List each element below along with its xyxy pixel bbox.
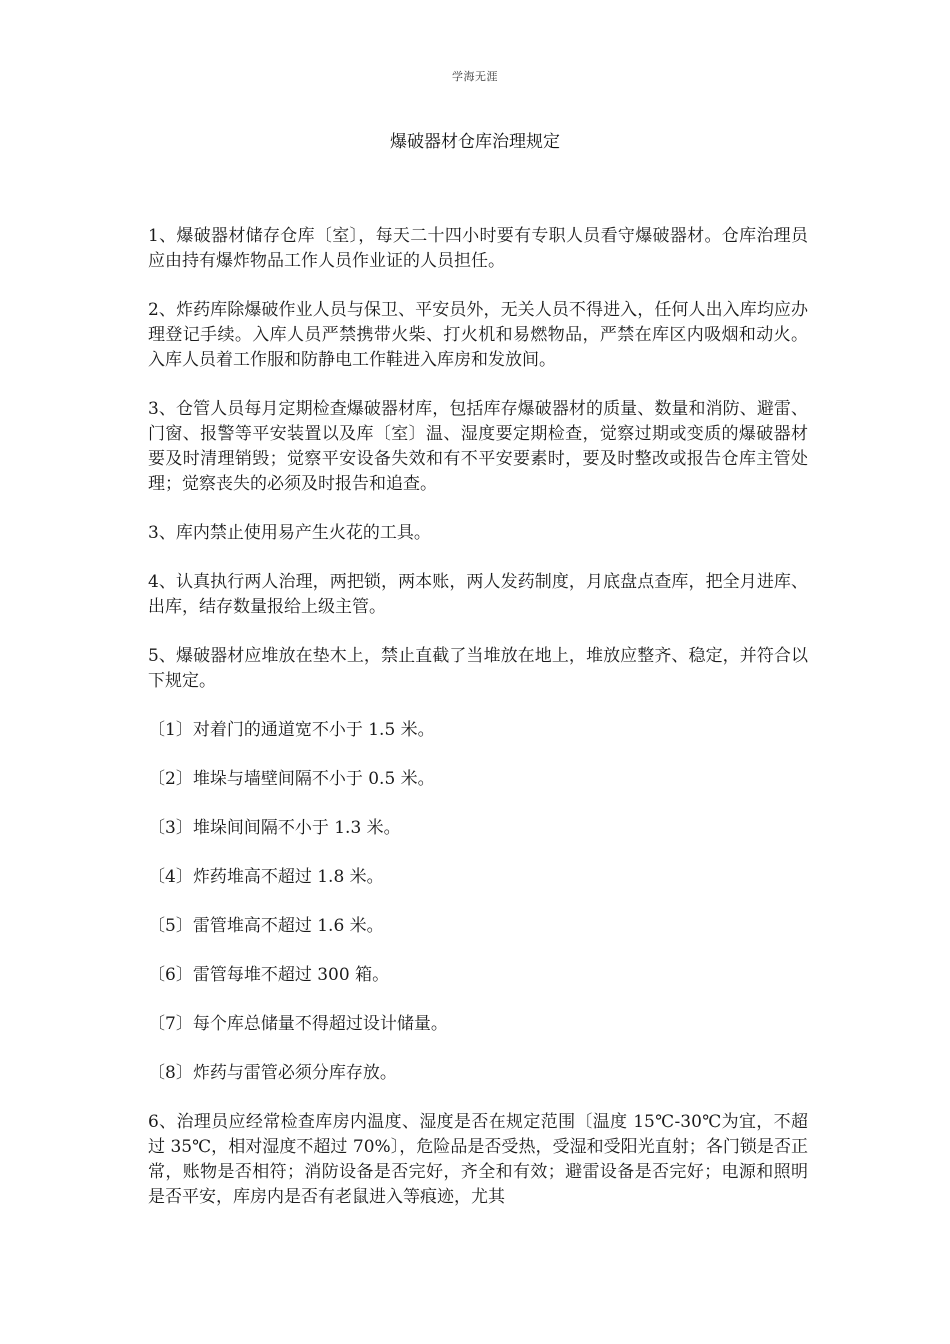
rule-item-7: 〔7〕每个库总储量不得超过设计储量。: [148, 1014, 448, 1034]
paragraph-3: 3、仓管人员每月定期检查爆破器材库，包括库存爆破器材的质量、数量和消防、避雷、门窗、报警等平安装置以及库〔室〕温、湿度要定期检查，觉察过期或变质的爆破器材要及时清理销毁；觉察平安设备失效和有不平安要素时，要及时整改或报告仓库主管处理；觉察丧失的必须及时报告和追查。: [148, 399, 808, 494]
document-title: 爆破器材仓库治理规定: [390, 132, 560, 152]
paragraph-5: 4、认真执行两人治理，两把锁，两本账，两人发药制度，月底盘点查库，把全月进库、出库，结存数量报给上级主管。: [148, 572, 808, 617]
rule-item-6: 〔6〕雷管每堆不超过 300 箱。: [148, 965, 390, 985]
page-header: 学海无涯: [452, 70, 498, 83]
paragraph-6: 5、爆破器材应堆放在垫木上，禁止直截了当堆放在地上，堆放应整齐、稳定，并符合以下规定。: [148, 646, 808, 691]
paragraph-4: 3、库内禁止使用易产生火花的工具。: [148, 523, 431, 543]
rule-item-8: 〔8〕炸药与雷管必须分库存放。: [148, 1063, 397, 1083]
rule-item-2: 〔2〕堆垛与墙壁间隔不小于 0.5 米。: [148, 769, 435, 789]
document-body: [148, 224, 808, 1210]
rule-item-4: 〔4〕炸药堆高不超过 1.8 米。: [148, 867, 384, 887]
rule-item-5: 〔5〕雷管堆高不超过 1.6 米。: [148, 916, 384, 936]
rule-item-1: 〔1〕对着门的通道宽不小于 1.5 米。: [148, 720, 435, 740]
paragraph-2: 2、炸药库除爆破作业人员与保卫、平安员外，无关人员不得进入，任何人出入库均应办理登记手续。入库人员严禁携带火柴、打火机和易燃物品，严禁在库区内吸烟和动火。入库人员着工作服和防静电工作鞋进入库房和发放间。: [148, 300, 808, 370]
rule-item-3: 〔3〕堆垛间间隔不小于 1.3 米。: [148, 818, 401, 838]
paragraph-7: 6、治理员应经常检查库房内温度、湿度是否在规定范围〔温度 15℃-30℃为宜，不超过 35℃，相对湿度不超过 70%〕，危险品是否受热，受湿和受阳光直射；各门锁是否正常，账物是否相符；消防设备是否完好，齐全和有效；避雷设备是否完好；电源和照明是否平安，库房内是否有老鼠进入等痕迹，尤其: [148, 1112, 808, 1207]
paragraph-1: 1、爆破器材储存仓库〔室〕，每天二十四小时要有专职人员看守爆破器材。仓库治理员应由持有爆炸物品工作人员作业证的人员担任。: [148, 226, 808, 271]
